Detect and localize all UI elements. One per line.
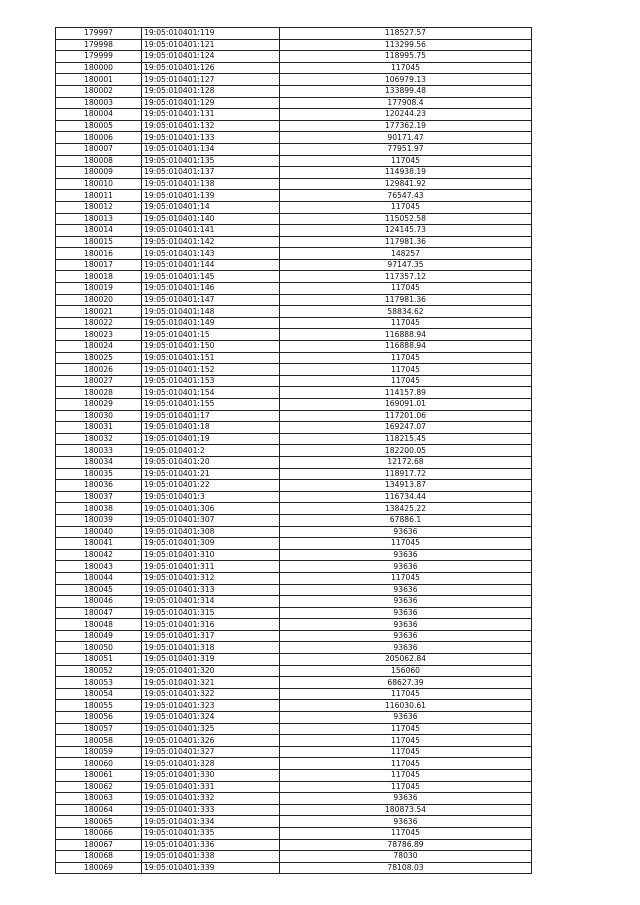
cadastral-number-cell: 19:05:010401:318	[142, 642, 280, 654]
cadastral-number-cell: 19:05:010401:336	[142, 839, 280, 851]
value-cell: 156060	[280, 665, 532, 677]
cadastral-number-cell: 19:05:010401:312	[142, 572, 280, 584]
value-cell: 117045	[280, 827, 532, 839]
cadastral-number-cell: 19:05:010401:317	[142, 630, 280, 642]
row-number-cell: 180035	[56, 468, 142, 480]
cadastral-number-cell: 19:05:010401:14	[142, 201, 280, 213]
row-number-cell: 180025	[56, 352, 142, 364]
row-number-cell: 180058	[56, 735, 142, 747]
row-number-cell: 180057	[56, 723, 142, 735]
table-row	[56, 306, 532, 318]
table-row	[56, 526, 532, 538]
row-number-cell: 180036	[56, 480, 142, 492]
value-cell: 117981.36	[280, 236, 532, 248]
cadastral-number-cell: 19:05:010401:309	[142, 538, 280, 550]
table-row	[56, 236, 532, 248]
table-row	[56, 584, 532, 596]
table-row	[56, 781, 532, 793]
row-number-cell: 180027	[56, 375, 142, 387]
value-cell: 117357.12	[280, 271, 532, 283]
cadastral-number-cell: 19:05:010401:129	[142, 97, 280, 109]
table-row	[56, 816, 532, 828]
row-number-cell: 180062	[56, 781, 142, 793]
table-row	[56, 514, 532, 526]
table-body	[56, 28, 532, 874]
cadastral-number-cell: 19:05:010401:2	[142, 445, 280, 457]
cadastral-number-cell: 19:05:010401:128	[142, 85, 280, 97]
table-row	[56, 271, 532, 283]
cadastral-number-cell: 19:05:010401:19	[142, 433, 280, 445]
table-row	[56, 735, 532, 747]
cadastral-number-cell: 19:05:010401:325	[142, 723, 280, 735]
row-number-cell: 180042	[56, 549, 142, 561]
value-cell: 115052.58	[280, 213, 532, 225]
table-row	[56, 399, 532, 411]
cadastral-number-cell: 19:05:010401:324	[142, 712, 280, 724]
table-row	[56, 375, 532, 387]
cadastral-number-cell: 19:05:010401:327	[142, 746, 280, 758]
value-cell: 93636	[280, 549, 532, 561]
row-number-cell: 180000	[56, 62, 142, 74]
cadastral-number-cell: 19:05:010401:15	[142, 329, 280, 341]
table-row	[56, 607, 532, 619]
row-number-cell: 180032	[56, 433, 142, 445]
row-number-cell: 180013	[56, 213, 142, 225]
cadastral-number-cell: 19:05:010401:148	[142, 306, 280, 318]
cadastral-number-cell: 19:05:010401:155	[142, 399, 280, 411]
row-number-cell: 180004	[56, 109, 142, 121]
cadastral-number-cell: 19:05:010401:144	[142, 259, 280, 271]
row-number-cell: 180028	[56, 387, 142, 399]
cadastral-number-cell: 19:05:010401:154	[142, 387, 280, 399]
table-row	[56, 793, 532, 805]
cadastral-number-cell: 19:05:010401:334	[142, 816, 280, 828]
table-row	[56, 317, 532, 329]
table-row	[56, 329, 532, 341]
cadastral-number-cell: 19:05:010401:316	[142, 619, 280, 631]
value-cell: 117045	[280, 688, 532, 700]
row-number-cell: 180040	[56, 526, 142, 538]
value-cell: 93636	[280, 630, 532, 642]
row-number-cell: 180010	[56, 178, 142, 190]
cadastral-number-cell: 19:05:010401:332	[142, 793, 280, 805]
row-number-cell: 180050	[56, 642, 142, 654]
value-cell: 169247.07	[280, 422, 532, 434]
row-number-cell: 180009	[56, 167, 142, 179]
cadastral-number-cell: 19:05:010401:22	[142, 480, 280, 492]
table-row	[56, 839, 532, 851]
cadastral-number-cell: 19:05:010401:139	[142, 190, 280, 202]
row-number-cell: 180065	[56, 816, 142, 828]
value-cell: 78786.89	[280, 839, 532, 851]
table-row	[56, 364, 532, 376]
value-cell: 97147.35	[280, 259, 532, 271]
row-number-cell: 180014	[56, 225, 142, 237]
row-number-cell: 180052	[56, 665, 142, 677]
table-row	[56, 677, 532, 689]
cadastral-number-cell: 19:05:010401:119	[142, 28, 280, 40]
row-number-cell: 180008	[56, 155, 142, 167]
value-cell: 114157.89	[280, 387, 532, 399]
cadastral-number-cell: 19:05:010401:323	[142, 700, 280, 712]
table-row	[56, 283, 532, 295]
cadastral-number-cell: 19:05:010401:331	[142, 781, 280, 793]
value-cell: 118527.57	[280, 28, 532, 40]
row-number-cell: 180049	[56, 630, 142, 642]
cadastral-number-cell: 19:05:010401:20	[142, 456, 280, 468]
value-cell: 93636	[280, 793, 532, 805]
table-row	[56, 341, 532, 353]
table-row	[56, 665, 532, 677]
row-number-cell: 180002	[56, 85, 142, 97]
row-number-cell: 180018	[56, 271, 142, 283]
row-number-cell: 180066	[56, 827, 142, 839]
table-row	[56, 167, 532, 179]
cadastral-number-cell: 19:05:010401:310	[142, 549, 280, 561]
cadastral-number-cell: 19:05:010401:315	[142, 607, 280, 619]
row-number-cell: 180016	[56, 248, 142, 260]
value-cell: 182200.05	[280, 445, 532, 457]
cadastral-number-cell: 19:05:010401:142	[142, 236, 280, 248]
value-cell: 117045	[280, 746, 532, 758]
cadastral-number-cell: 19:05:010401:21	[142, 468, 280, 480]
row-number-cell: 180059	[56, 746, 142, 758]
value-cell: 117045	[280, 155, 532, 167]
row-number-cell: 180068	[56, 851, 142, 863]
row-number-cell: 180067	[56, 839, 142, 851]
value-cell: 129841.92	[280, 178, 532, 190]
value-cell: 205062.84	[280, 654, 532, 666]
table-row	[56, 480, 532, 492]
table-row	[56, 851, 532, 863]
value-cell: 93636	[280, 642, 532, 654]
cadastral-number-cell: 19:05:010401:147	[142, 294, 280, 306]
cadastral-number-cell: 19:05:010401:3	[142, 491, 280, 503]
table-row	[56, 352, 532, 364]
table-row	[56, 248, 532, 260]
cadastral-number-cell: 19:05:010401:151	[142, 352, 280, 364]
cadastral-number-cell: 19:05:010401:141	[142, 225, 280, 237]
cadastral-number-cell: 19:05:010401:146	[142, 283, 280, 295]
cadastral-number-cell: 19:05:010401:333	[142, 804, 280, 816]
table-row	[56, 445, 532, 457]
cadastral-number-cell: 19:05:010401:326	[142, 735, 280, 747]
value-cell: 116888.94	[280, 329, 532, 341]
cadastral-number-cell: 19:05:010401:307	[142, 514, 280, 526]
row-number-cell: 180044	[56, 572, 142, 584]
table-row	[56, 538, 532, 550]
row-number-cell: 180024	[56, 341, 142, 353]
cadastral-number-cell: 19:05:010401:319	[142, 654, 280, 666]
cadastral-number-cell: 19:05:010401:308	[142, 526, 280, 538]
table-row	[56, 619, 532, 631]
cadastral-number-cell: 19:05:010401:149	[142, 317, 280, 329]
cadastral-number-cell: 19:05:010401:138	[142, 178, 280, 190]
table-row	[56, 561, 532, 573]
table-row	[56, 746, 532, 758]
value-cell: 118215.45	[280, 433, 532, 445]
row-number-cell: 179998	[56, 39, 142, 51]
value-cell: 177908.4	[280, 97, 532, 109]
table-row	[56, 468, 532, 480]
table-row	[56, 97, 532, 109]
value-cell: 116888.94	[280, 341, 532, 353]
cadastral-number-cell: 19:05:010401:321	[142, 677, 280, 689]
table-row	[56, 700, 532, 712]
row-number-cell: 180017	[56, 259, 142, 271]
table-row	[56, 51, 532, 63]
table-row	[56, 410, 532, 422]
row-number-cell: 180034	[56, 456, 142, 468]
cadastral-number-cell: 19:05:010401:132	[142, 120, 280, 132]
value-cell: 118917.72	[280, 468, 532, 480]
value-cell: 117201.06	[280, 410, 532, 422]
table-row	[56, 225, 532, 237]
table-row	[56, 109, 532, 121]
value-cell: 117045	[280, 62, 532, 74]
table-row	[56, 433, 532, 445]
cadastral-number-cell: 19:05:010401:131	[142, 109, 280, 121]
row-number-cell: 180020	[56, 294, 142, 306]
value-cell: 93636	[280, 816, 532, 828]
value-cell: 118995.75	[280, 51, 532, 63]
value-cell: 93636	[280, 619, 532, 631]
row-number-cell: 180045	[56, 584, 142, 596]
value-cell: 93636	[280, 607, 532, 619]
value-cell: 117045	[280, 758, 532, 770]
value-cell: 76547.43	[280, 190, 532, 202]
cadastral-number-cell: 19:05:010401:335	[142, 827, 280, 839]
table-row	[56, 62, 532, 74]
row-number-cell: 180039	[56, 514, 142, 526]
table-row	[56, 654, 532, 666]
row-number-cell: 180007	[56, 143, 142, 155]
value-cell: 116734.44	[280, 491, 532, 503]
table-row	[56, 143, 532, 155]
value-cell: 78030	[280, 851, 532, 863]
table-row	[56, 155, 532, 167]
value-cell: 134913.87	[280, 480, 532, 492]
row-number-cell: 180033	[56, 445, 142, 457]
cadastral-number-cell: 19:05:010401:121	[142, 39, 280, 51]
cadastral-number-cell: 19:05:010401:18	[142, 422, 280, 434]
row-number-cell: 180029	[56, 399, 142, 411]
cadastral-number-cell: 19:05:010401:145	[142, 271, 280, 283]
value-cell: 93636	[280, 712, 532, 724]
cadastral-number-cell: 19:05:010401:124	[142, 51, 280, 63]
row-number-cell: 180030	[56, 410, 142, 422]
row-number-cell: 179997	[56, 28, 142, 40]
row-number-cell: 180047	[56, 607, 142, 619]
table-row	[56, 723, 532, 735]
table-row	[56, 178, 532, 190]
cadastral-number-cell: 19:05:010401:140	[142, 213, 280, 225]
value-cell: 117045	[280, 723, 532, 735]
table-row	[56, 39, 532, 51]
value-cell: 117045	[280, 364, 532, 376]
row-number-cell: 180021	[56, 306, 142, 318]
table-row	[56, 259, 532, 271]
row-number-cell: 180046	[56, 596, 142, 608]
row-number-cell: 180026	[56, 364, 142, 376]
row-number-cell: 180048	[56, 619, 142, 631]
row-number-cell: 180037	[56, 491, 142, 503]
table-row	[56, 28, 532, 40]
value-cell: 117981.36	[280, 294, 532, 306]
cadastral-number-cell: 19:05:010401:126	[142, 62, 280, 74]
cadastral-number-cell: 19:05:010401:306	[142, 503, 280, 515]
row-number-cell: 180001	[56, 74, 142, 86]
table-row	[56, 190, 532, 202]
cadastral-number-cell: 19:05:010401:137	[142, 167, 280, 179]
row-number-cell: 180041	[56, 538, 142, 550]
cadastral-number-cell: 19:05:010401:152	[142, 364, 280, 376]
table-row	[56, 422, 532, 434]
value-cell: 93636	[280, 596, 532, 608]
row-number-cell: 180064	[56, 804, 142, 816]
table-row	[56, 596, 532, 608]
value-cell: 58834.62	[280, 306, 532, 318]
table-row	[56, 132, 532, 144]
table-row	[56, 770, 532, 782]
value-cell: 113299.56	[280, 39, 532, 51]
cadastral-number-cell: 19:05:010401:311	[142, 561, 280, 573]
row-number-cell: 180015	[56, 236, 142, 248]
table-row	[56, 503, 532, 515]
cadastral-number-cell: 19:05:010401:133	[142, 132, 280, 144]
value-cell: 117045	[280, 735, 532, 747]
table-row	[56, 804, 532, 816]
row-number-cell: 180051	[56, 654, 142, 666]
value-cell: 117045	[280, 317, 532, 329]
row-number-cell: 180061	[56, 770, 142, 782]
table-row	[56, 85, 532, 97]
cadastral-number-cell: 19:05:010401:135	[142, 155, 280, 167]
table-row	[56, 201, 532, 213]
cadastral-number-cell: 19:05:010401:134	[142, 143, 280, 155]
table-row	[56, 294, 532, 306]
row-number-cell: 180006	[56, 132, 142, 144]
row-number-cell: 180019	[56, 283, 142, 295]
row-number-cell: 179999	[56, 51, 142, 63]
table-row	[56, 688, 532, 700]
table-row	[56, 387, 532, 399]
value-cell: 117045	[280, 781, 532, 793]
cadastral-number-cell: 19:05:010401:330	[142, 770, 280, 782]
row-number-cell: 180054	[56, 688, 142, 700]
value-cell: 148257	[280, 248, 532, 260]
value-cell: 124145.73	[280, 225, 532, 237]
table-row	[56, 862, 532, 874]
row-number-cell: 180003	[56, 97, 142, 109]
value-cell: 67886.1	[280, 514, 532, 526]
value-cell: 90171.47	[280, 132, 532, 144]
value-cell: 106979.13	[280, 74, 532, 86]
value-cell: 12172.68	[280, 456, 532, 468]
table-row	[56, 712, 532, 724]
value-cell: 117045	[280, 201, 532, 213]
table-row	[56, 827, 532, 839]
table-row	[56, 491, 532, 503]
value-cell: 117045	[280, 770, 532, 782]
table-row	[56, 213, 532, 225]
table-row	[56, 74, 532, 86]
table-row	[56, 456, 532, 468]
value-cell: 180873.54	[280, 804, 532, 816]
value-cell: 93636	[280, 584, 532, 596]
row-number-cell: 180043	[56, 561, 142, 573]
value-cell: 93636	[280, 526, 532, 538]
row-number-cell: 180005	[56, 120, 142, 132]
row-number-cell: 180063	[56, 793, 142, 805]
row-number-cell: 180053	[56, 677, 142, 689]
value-cell: 133899.48	[280, 85, 532, 97]
row-number-cell: 180023	[56, 329, 142, 341]
value-cell: 114938.19	[280, 167, 532, 179]
cadastral-number-cell: 19:05:010401:127	[142, 74, 280, 86]
value-cell: 117045	[280, 352, 532, 364]
cadastral-number-cell: 19:05:010401:143	[142, 248, 280, 260]
cadastral-number-cell: 19:05:010401:153	[142, 375, 280, 387]
value-cell: 117045	[280, 283, 532, 295]
cadastral-number-cell: 19:05:010401:313	[142, 584, 280, 596]
value-cell: 117045	[280, 538, 532, 550]
cadastral-number-cell: 19:05:010401:314	[142, 596, 280, 608]
table-row	[56, 549, 532, 561]
value-cell: 78108.03	[280, 862, 532, 874]
table-row	[56, 642, 532, 654]
value-cell: 120244.23	[280, 109, 532, 121]
cadastral-number-cell: 19:05:010401:322	[142, 688, 280, 700]
cadastral-number-cell: 19:05:010401:339	[142, 862, 280, 874]
table-row	[56, 758, 532, 770]
cadastral-number-cell: 19:05:010401:320	[142, 665, 280, 677]
row-number-cell: 180055	[56, 700, 142, 712]
value-cell: 117045	[280, 375, 532, 387]
table-row	[56, 120, 532, 132]
value-cell: 117045	[280, 572, 532, 584]
value-cell: 177362.19	[280, 120, 532, 132]
table-row	[56, 572, 532, 584]
cadastral-number-cell: 19:05:010401:150	[142, 341, 280, 353]
table-row	[56, 630, 532, 642]
row-number-cell: 180056	[56, 712, 142, 724]
cadastral-number-cell: 19:05:010401:17	[142, 410, 280, 422]
row-number-cell: 180031	[56, 422, 142, 434]
value-cell: 93636	[280, 561, 532, 573]
cadastral-number-cell: 19:05:010401:328	[142, 758, 280, 770]
data-table	[55, 27, 532, 874]
row-number-cell: 180011	[56, 190, 142, 202]
row-number-cell: 180022	[56, 317, 142, 329]
row-number-cell: 180060	[56, 758, 142, 770]
value-cell: 169091.01	[280, 399, 532, 411]
value-cell: 116030.61	[280, 700, 532, 712]
row-number-cell: 180069	[56, 862, 142, 874]
cadastral-number-cell: 19:05:010401:338	[142, 851, 280, 863]
row-number-cell: 180012	[56, 201, 142, 213]
row-number-cell: 180038	[56, 503, 142, 515]
value-cell: 77951.97	[280, 143, 532, 155]
value-cell: 138425.22	[280, 503, 532, 515]
value-cell: 68627.39	[280, 677, 532, 689]
